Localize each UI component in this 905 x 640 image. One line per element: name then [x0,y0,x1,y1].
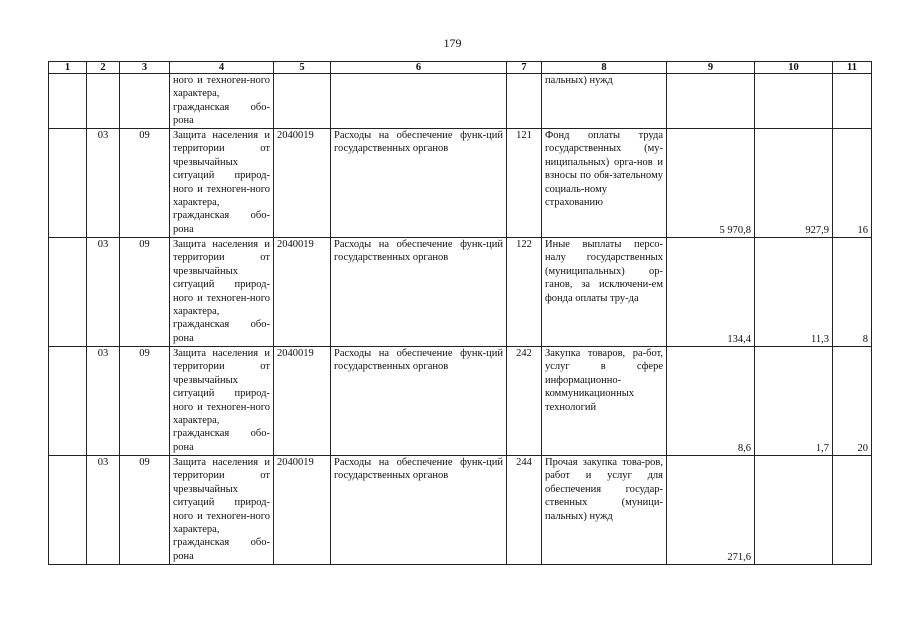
target-article-code: 2040019 [274,129,331,238]
expense-type-cell: Прочая закупка това-ров, работ и услуг для обеспечения государ-ственных (муници-пальных) нужд [542,456,667,565]
subsection-code: 09 [120,347,170,456]
value-col-11: 20 [833,347,872,456]
article-name-cell: Расходы на обеспечение функ-ций государственных органов [331,347,507,456]
table-row [49,129,872,238]
value-col-10: 1,7 [755,347,833,456]
col-header-3: 3 [120,62,170,74]
section-code: 03 [87,238,120,347]
value-col-11: 16 [833,129,872,238]
expense-type-cell: пальных) нужд [542,74,667,129]
target-article-code: 2040019 [274,347,331,456]
table-row [49,238,872,347]
subsection-code: 09 [120,129,170,238]
value-col-10 [755,456,833,565]
subsection-code: 09 [120,238,170,347]
col-header-9: 9 [667,62,755,74]
section-name-cell: Защита населения и территории от чрезвычайных ситуаций природ-ного и техноген-ного характера, гражданская обо-рона [170,347,274,456]
section-name-cell: Защита населения и территории от чрезвычайных ситуаций природ-ного и техноген-ного характера, гражданская обо-рона [170,129,274,238]
value-col-11: 8 [833,238,872,347]
col-header-1: 1 [49,62,87,74]
expense-type-code: 242 [507,347,542,456]
expense-type-cell: Иные выплаты персо-налу государственных (муниципальных) ор-ганов, за исключени-ем фонда оплаты тру-да [542,238,667,347]
value-col-10: 11,3 [755,238,833,347]
col-header-8: 8 [542,62,667,74]
table-row [49,347,872,456]
article-name-cell: Расходы на обеспечение функ-ций государственных органов [331,456,507,565]
value-col-9: 8,6 [667,347,755,456]
subsection-code: 09 [120,456,170,565]
section-name-cell: ного и техноген-ного характера, гражданская обо-рона [170,74,274,129]
article-name-cell: Расходы на обеспечение функ-ций государственных органов [331,129,507,238]
expense-type-cell: Фонд оплаты труда государственных (му-ниципальных) орга-нов и взносы по обя-зательному социаль-ному страхованию [542,129,667,238]
target-article-code: 2040019 [274,238,331,347]
col-header-2: 2 [87,62,120,74]
section-code: 03 [87,347,120,456]
budget-table [48,61,872,565]
col-header-7: 7 [507,62,542,74]
value-col-11 [833,456,872,565]
expense-type-code: 121 [507,129,542,238]
value-col-10: 927,9 [755,129,833,238]
expense-type-code: 122 [507,238,542,347]
col-header-11: 11 [833,62,872,74]
expense-type-code: 244 [507,456,542,565]
header-row [49,62,872,74]
section-name-cell: Защита населения и территории от чрезвычайных ситуаций природ-ного и техноген-ного характера, гражданская обо-рона [170,238,274,347]
section-code: 03 [87,456,120,565]
page-number: 179 [443,36,462,50]
target-article-code: 2040019 [274,456,331,565]
value-col-9: 271,6 [667,456,755,565]
section-code: 03 [87,129,120,238]
col-header-5: 5 [274,62,331,74]
col-header-6: 6 [331,62,507,74]
col-header-10: 10 [755,62,833,74]
article-name-cell: Расходы на обеспечение функ-ций государственных органов [331,238,507,347]
section-name-cell: Защита населения и территории от чрезвычайных ситуаций природ-ного и техноген-ного характера, гражданская обо-рона [170,456,274,565]
value-col-9: 5 970,8 [667,129,755,238]
table-row [49,456,872,565]
expense-type-cell: Закупка товаров, ра-бот, услуг в сфере информационно-коммуникационных технологий [542,347,667,456]
col-header-4: 4 [170,62,274,74]
continuation-row [49,74,872,129]
value-col-9: 134,4 [667,238,755,347]
